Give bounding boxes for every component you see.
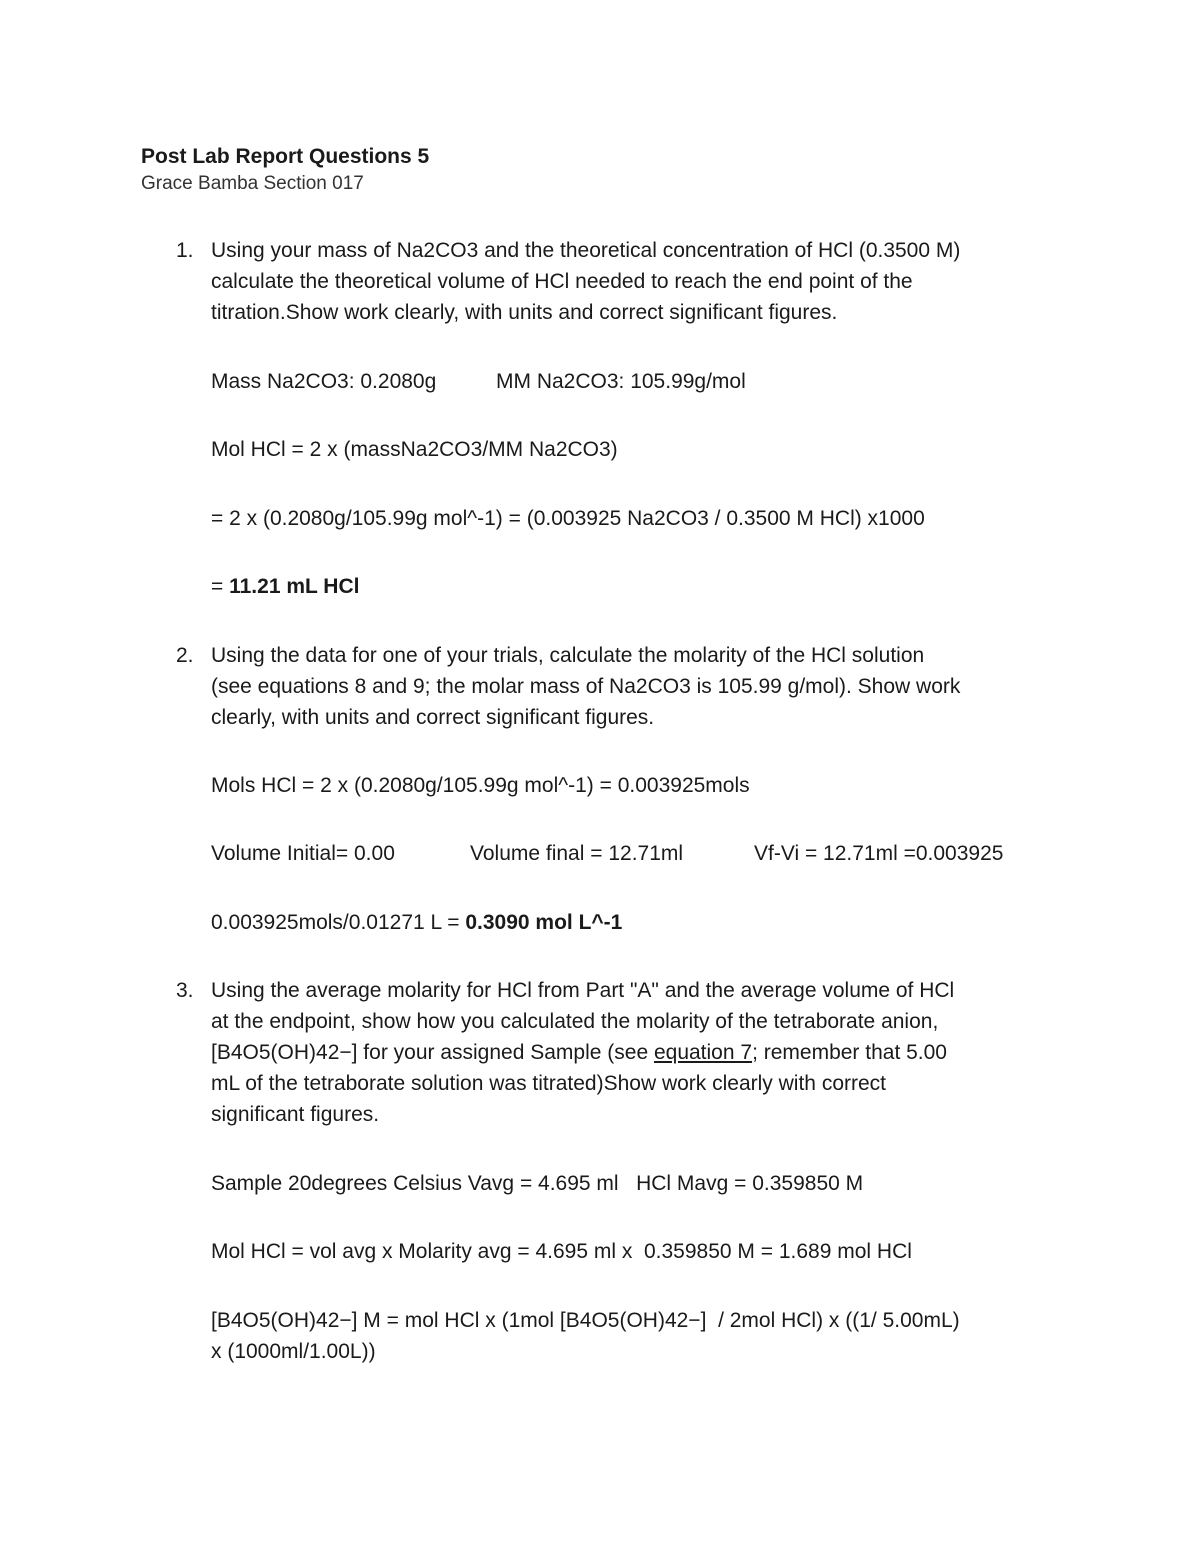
question-3-text-line-2: at the endpoint, show how you calculated the molarity of the tetraborate anion, xyxy=(211,1010,939,1033)
q1-calculation: = 2 x (0.2080g/105.99g mol^-1) = (0.003925 Na2CO3 / 0.3500 M HCl) x1000 xyxy=(211,507,925,530)
question-1-text-line-2: calculate the theoretical volume of HCl needed to reach the end point of the xyxy=(211,270,913,293)
q1-result-prefix: = xyxy=(211,575,230,598)
question-1-text-line-1: Using your mass of Na2CO3 and the theoretical concentration of HCl (0.3500 M) xyxy=(211,239,961,262)
q1-result-line xyxy=(211,576,359,597)
author-line: Grace Bamba Section 017 xyxy=(141,173,364,194)
q3-final-formula-line-1: [B4O5(OH)42−] M = mol HCl x (1mol [B4O5(OH)42−] / 2mol HCl) x ((1/ 5.00mL) xyxy=(211,1309,960,1332)
q3-mol-hcl-calculation: Mol HCl = vol avg x Molarity avg = 4.695 ml x 0.359850 M = 1.689 mol HCl xyxy=(211,1240,912,1263)
question-2-text-line-3: clearly, with units and correct significant figures. xyxy=(211,706,655,729)
q2-result-prefix: 0.003925mols/0.01271 L = xyxy=(211,911,466,934)
question-3-text-line-1: Using the average molarity for HCl from Part "A" and the average volume of HCl xyxy=(211,979,955,1002)
q1-mass-value: Mass Na2CO3: 0.2080g xyxy=(211,370,437,393)
question-3-text-line-4: mL of the tetraborate solution was titrated)Show work clearly with correct xyxy=(211,1072,887,1095)
q2-result: 0.3090 mol L^-1 xyxy=(465,911,623,934)
q2-volume-difference: Vf-Vi = 12.71ml =0.003925 xyxy=(754,842,1004,865)
q3-line3-post: ; remember that 5.00 xyxy=(752,1041,947,1064)
question-2-text-line-1: Using the data for one of your trials, calculate the molarity of the HCl solution xyxy=(211,644,925,667)
q3-sample-values: Sample 20degrees Celsius Vavg = 4.695 ml HCl Mavg = 0.359850 M xyxy=(211,1172,864,1195)
q3-line3-pre: [B4O5(OH)42−] for your assigned Sample (see xyxy=(211,1041,654,1064)
q2-mols-calculation: Mols HCl = 2 x (0.2080g/105.99g mol^-1) = 0.003925mols xyxy=(211,774,750,797)
question-2-text-line-2: (see equations 8 and 9; the molar mass of Na2CO3 is 105.99 g/mol). Show work xyxy=(211,675,961,698)
document-title: Post Lab Report Questions 5 xyxy=(141,145,430,168)
question-3-text-line-5: significant figures. xyxy=(211,1103,380,1126)
question-2-number: 2. xyxy=(176,644,194,667)
question-1-text-line-3: titration.Show work clearly, with units and correct significant figures. xyxy=(211,301,838,324)
q2-volume-initial: Volume Initial= 0.00 xyxy=(211,842,395,865)
q2-result-line xyxy=(211,912,622,933)
q3-final-formula-line-2: x (1000ml/1.00L)) xyxy=(211,1340,376,1363)
q1-molar-mass-value: MM Na2CO3: 105.99g/mol xyxy=(496,370,746,393)
question-1-number: 1. xyxy=(176,239,194,262)
q1-result: 11.21 mL HCl xyxy=(229,575,360,598)
equation-7-link[interactable]: equation 7 xyxy=(653,1041,753,1064)
question-3-text-line-3 xyxy=(211,1042,947,1063)
q1-mol-formula: Mol HCl = 2 x (massNa2CO3/MM Na2CO3) xyxy=(211,438,618,461)
question-3-number: 3. xyxy=(176,979,194,1002)
q2-volume-final: Volume final = 12.71ml xyxy=(470,842,684,865)
